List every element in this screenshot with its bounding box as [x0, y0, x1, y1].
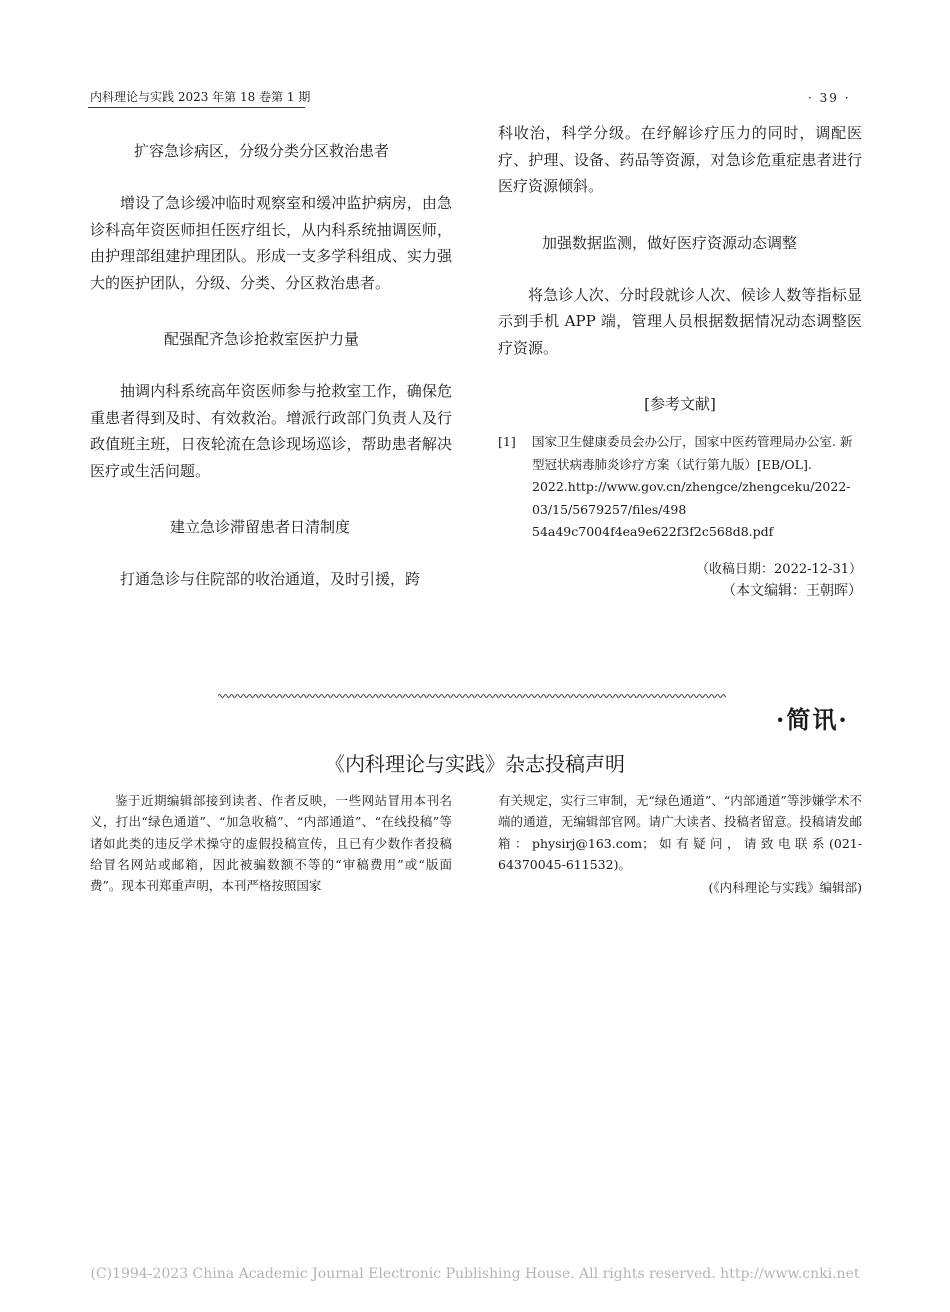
section-text-expand-ward: 增设了急诊缓冲临时观察室和缓冲监护病房，由急诊科高年资医师担任医疗组长，从内科系统抽调医师，由护理部组建护理团队。形成一支多学科组成、实力强大的医护团队，分级、分类、分区救治患者。: [90, 194, 452, 292]
article-editor: （本文编辑：王朝晖）: [722, 582, 862, 599]
notice-text-left: 鉴于近期编辑部接到读者、作者反映，一些网站冒用本刊名义，打出“绿色通道”、“加急收稿”、“内部通道”、“在线投稿”等诸如此类的违反学术操守的虚假投稿宣传，且已有少数作者投稿给冒名网站或邮箱，因此被骗数额不等的“审稿费用”或“版面费”。现本刊郑重声明，本刊严格按照国家: [90, 793, 452, 894]
wavy-divider: [218, 691, 726, 701]
reference-text: 国家卫生健康委员会办公厅，国家中医药管理局办公室. 新型冠状病毒肺炎诊疗方案（试行第九版）[EB/OL]. 2022.http://www.gov.cn/zhengce/zhengceku/2022-03/15/5679257/files/498 54a49c7004f4ea9e622f3f2c568d8.pdf: [532, 434, 853, 539]
brief-section-title: ·简讯·: [776, 705, 849, 734]
header-rule: [88, 107, 305, 108]
notice-right-column: [498, 790, 862, 898]
section-heading-data-monitoring: 加强数据监测，做好医疗资源动态调整: [542, 233, 798, 252]
continued-text: 科收治，科学分级。在纾解诊疗压力的同时，调配医疗、护理、设备、药品等资源，对急诊危重症患者进行医疗资源倾斜。: [498, 124, 862, 195]
section-text-rescue-room: 抽调内科系统高年资医师参与抢救室工作，确保危重患者得到及时、有效救治。增派行政部门负责人及行政值班主班，日夜轮流在急诊现场巡诊，帮助患者解决医疗或生活问题。: [90, 382, 452, 480]
left-column: [90, 140, 452, 593]
section-heading-rescue-room: 配强配齐急诊抢救室医护力量: [164, 330, 360, 348]
received-date: （收稿日期：2022-12-31）: [696, 561, 862, 577]
page-number: · 39 ·: [808, 91, 851, 105]
notice-signature: (《内科理论与实践》编辑部): [708, 880, 862, 896]
running-header: 内科理论与实践 2023 年第 18 卷第 1 期: [90, 90, 311, 104]
section-text-daily-clearance: 打通急诊与住院部的收治通道，及时引援，跨: [120, 570, 421, 588]
notice-text-right: 有关规定，实行三审制，无“绿色通道”、“内部通道”等涉嫌学术不端的通道，无编辑部官网。请广大读者、投稿者留意。投稿请发邮箱：physirj@163.com；如有疑问，请致电联系(021-64370045-611532)。: [498, 793, 862, 872]
section-text-data-monitoring: 将急诊人次、分时段就诊人次、候诊人数等指标显示到手机 APP 端，管理人员根据数据情况动态调整医疗资源。: [498, 285, 862, 357]
section-heading-daily-clearance: 建立急诊滞留患者日清制度: [170, 518, 351, 536]
notice-title: 《内科理论与实践》杂志投稿声明: [325, 752, 625, 776]
copyright-footer: (C)1994-2023 China Academic Journal Electronic Publishing House. All rights reserved. http://www.cnki.net: [90, 1266, 860, 1282]
reference-number: [1]: [498, 434, 516, 449]
references-heading: [参考文献]: [644, 395, 716, 413]
right-column: [498, 120, 862, 602]
section-heading-expand-ward: 扩容急诊病区，分级分类分区救治患者: [134, 142, 390, 160]
reference-item: [498, 431, 862, 544]
